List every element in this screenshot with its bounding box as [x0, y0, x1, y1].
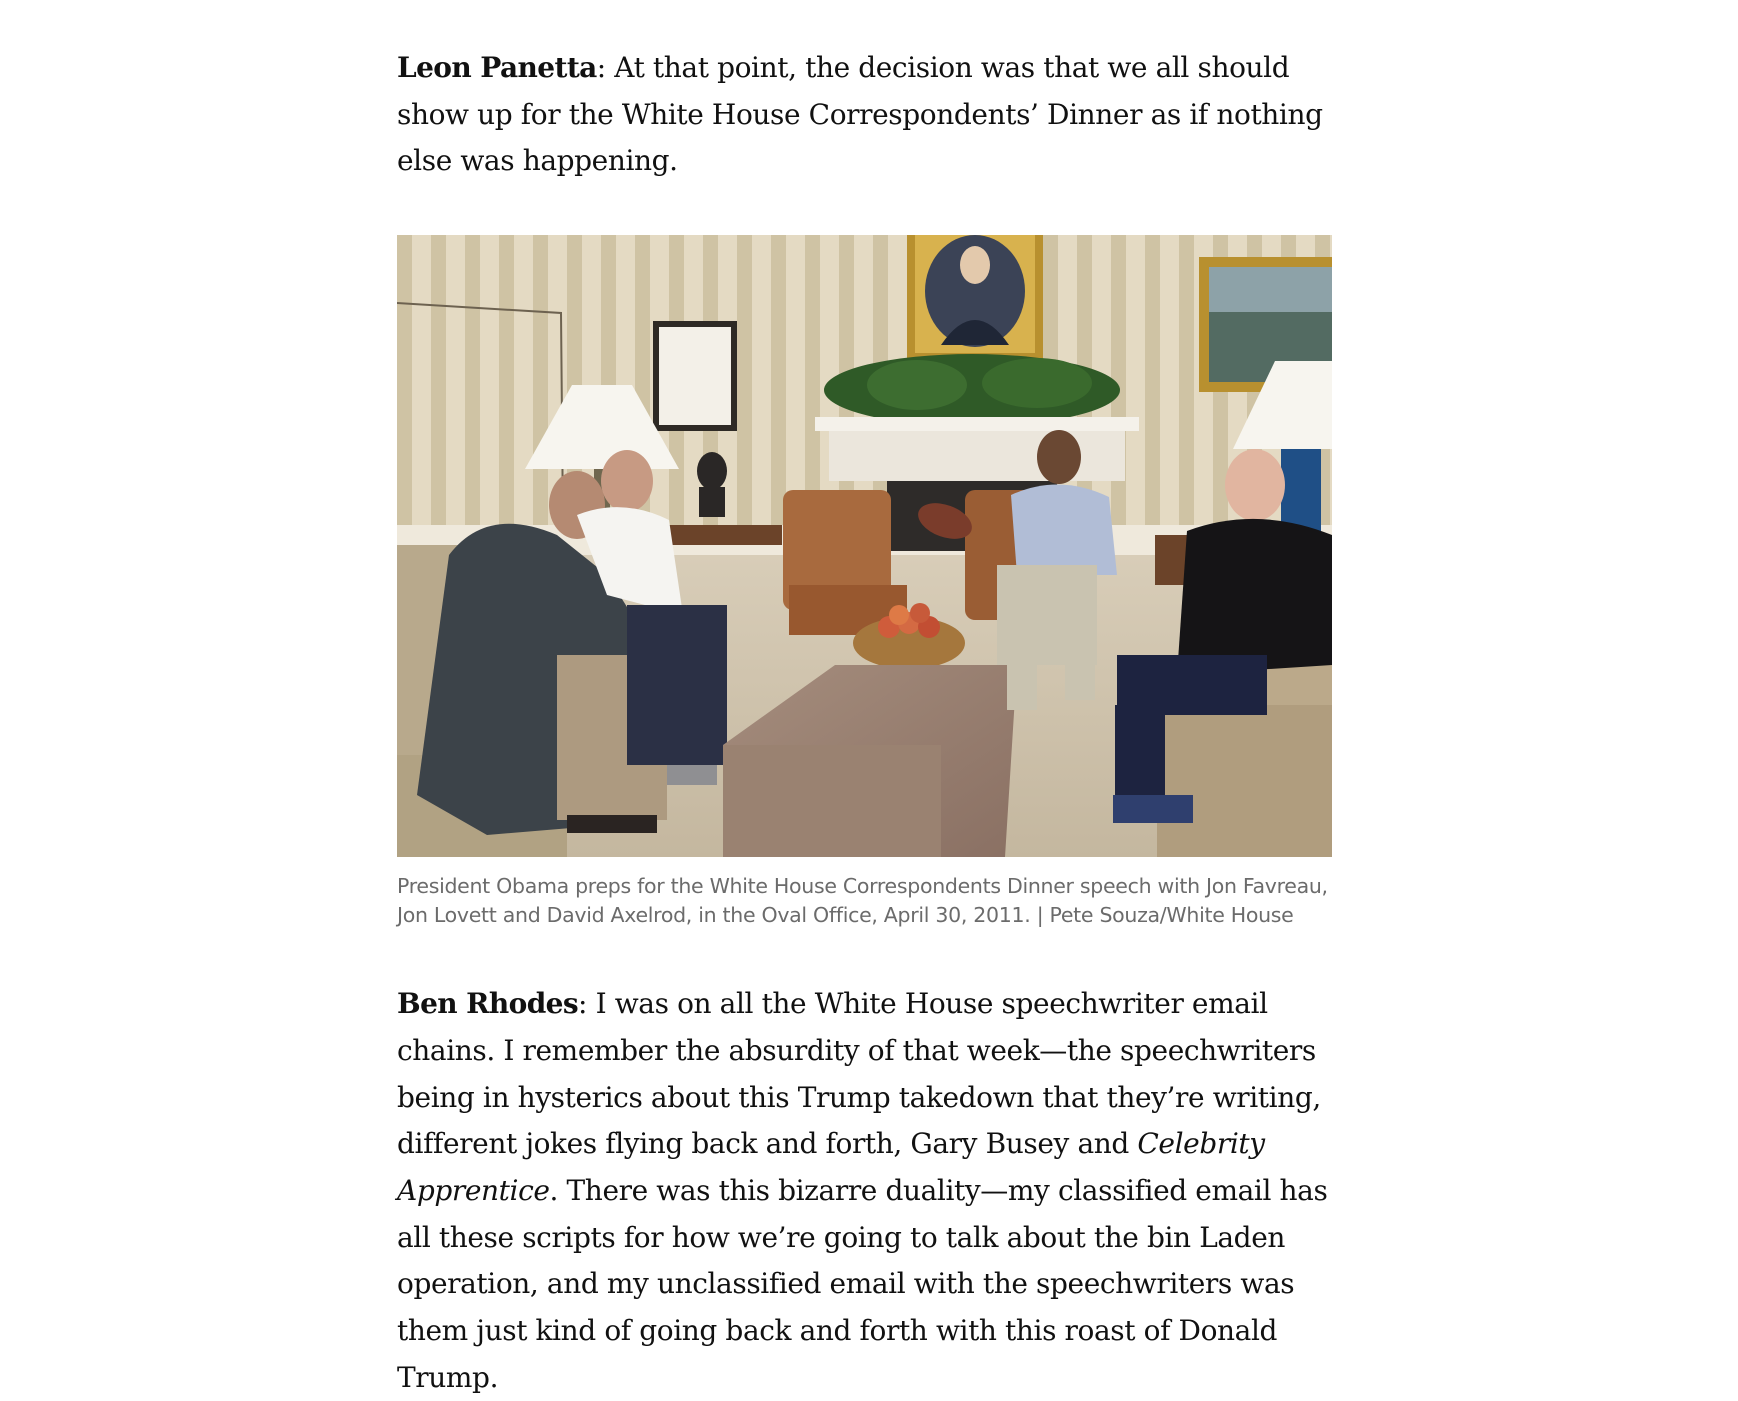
- quote-paragraph-panetta: [397, 45, 1332, 185]
- speaker-name: Ben Rhodes: [397, 987, 579, 1021]
- quote-text: : I was on all the White House speechwriter email chains. I remember the absurdity of that week—the speechwriters being in hysterics about this Trump takedown that they’re writing, different jokes flying back and forth, Gary Busey and: [397, 987, 1321, 1161]
- quote-paragraph-rhodes: [397, 981, 1332, 1401]
- quote-text: : At that point, the decision was that we all should show up for the White House Correspondents’ Dinner as if nothing else was happening.: [397, 51, 1323, 178]
- show-title: Celebrity Apprentice: [397, 1127, 1265, 1207]
- article-figure: [397, 235, 1332, 930]
- quote-text: . There was this bizarre duality—my classified email has all these scripts for how we’re going to talk about the bin Laden operation, and my unclassified email with the speechwriters was them just kind of going back and forth with this roast of Donald Trump.: [397, 1173, 1328, 1394]
- oval-office-photo[interactable]: [397, 235, 1332, 857]
- speaker-name: Leon Panetta: [397, 51, 597, 84]
- article-body: [397, 45, 1332, 1401]
- photo-caption: President Obama preps for the White House Correspondents Dinner speech with Jon Favreau, Jon Lovett and David Axelrod, in the Oval Office, April 30, 2011. | Pete Souza/White House: [397, 874, 1328, 928]
